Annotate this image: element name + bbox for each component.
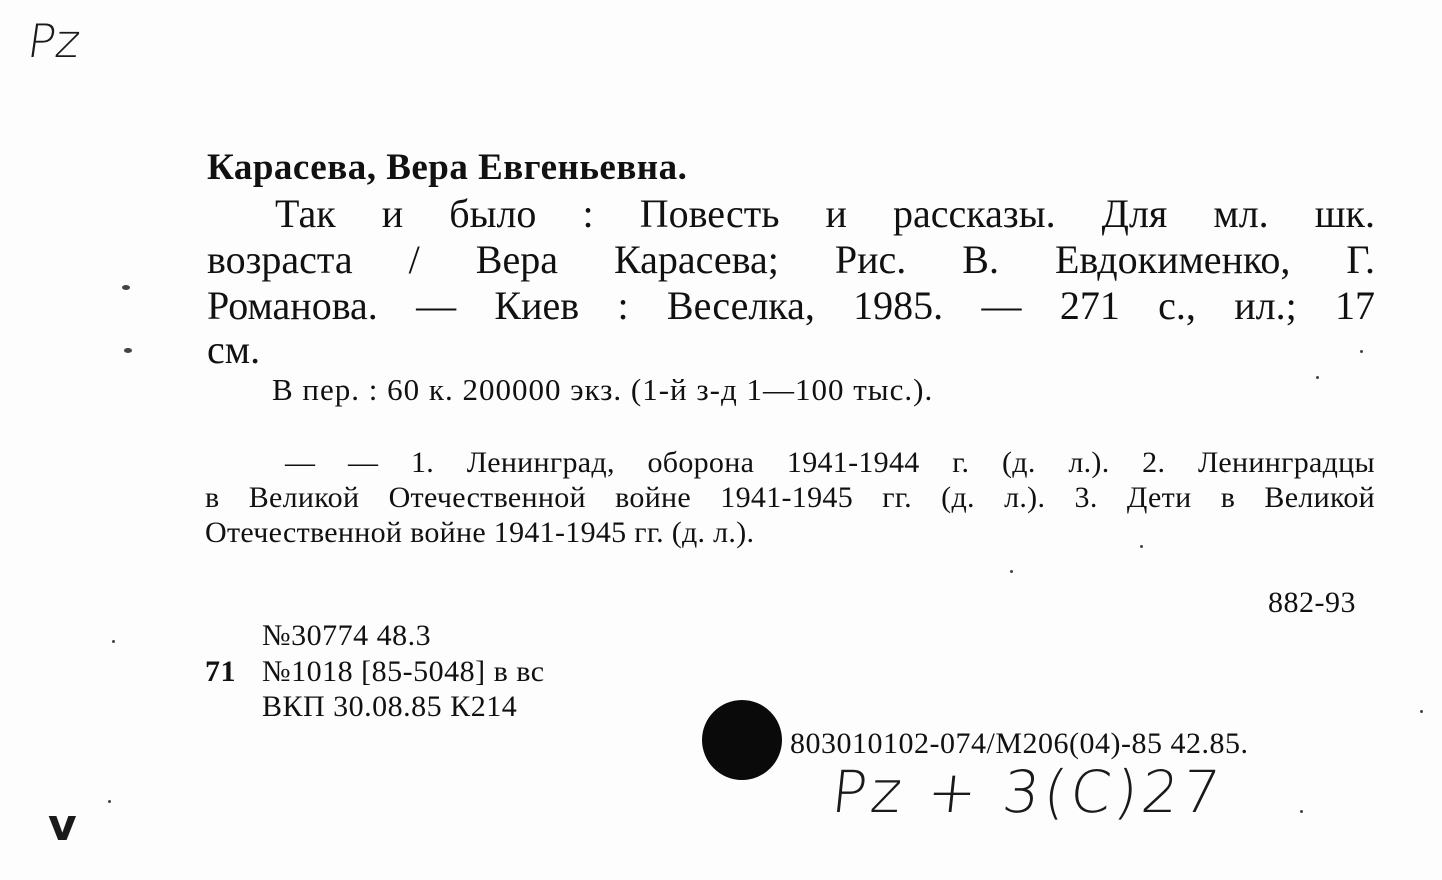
description-line-2: возраста / Вера Карасева; Рис. В. Евдокименко, Г. [207,237,1375,282]
description-line-3: Романова. — Киев : Веселка, 1985. — 271 с., ил.; 17 [207,283,1375,328]
isbn-line: 803010102-074/М206(04)-85 42.85. [790,727,1249,760]
corner-handwritten-mark: Pz [24,14,84,68]
subject-line-2: в Великой Отечественной войне 1941-1945 гг. (д. л.). 3. Дети в Великой [205,481,1375,514]
description-line-4: см. [207,327,261,372]
handwritten-shelf-mark: Pz + 3(C)27 [828,758,1227,826]
speck [1010,570,1013,573]
speck [108,800,111,803]
card-number: 882-93 [1268,586,1356,619]
punch-hole [702,700,782,780]
code-line-2: №1018 [85-5048] в вс [262,655,545,688]
code-line-3: ВКП 30.08.85 К214 [262,690,518,723]
subject-line-1: — — 1. Ленинград, оборона 1941-1944 г. (д. л.). 2. Ленинградцы [285,446,1375,479]
author-heading: Карасева, Вера Евгеньевна. [207,147,688,188]
margin-mark [124,348,132,353]
code-prefix: 71 [205,655,236,688]
description-line-1: Так и было : Повесть и рассказы. Для мл. шк. [275,191,1375,236]
speck [112,640,115,643]
price-edition-line: В пер. : 60 к. 200000 экз. (1-й з-д 1—100 тыс.). [272,372,934,407]
speck [1300,810,1303,813]
speck [1140,545,1143,548]
code-line-1: №30774 48.3 [262,619,432,652]
subject-line-3: Отечественной войне 1941-1945 гг. (д. л.). [205,516,755,549]
margin-mark [122,285,130,290]
speck [1360,350,1363,353]
speck [1420,710,1423,713]
check-mark: v [48,800,77,851]
speck [1316,376,1319,379]
